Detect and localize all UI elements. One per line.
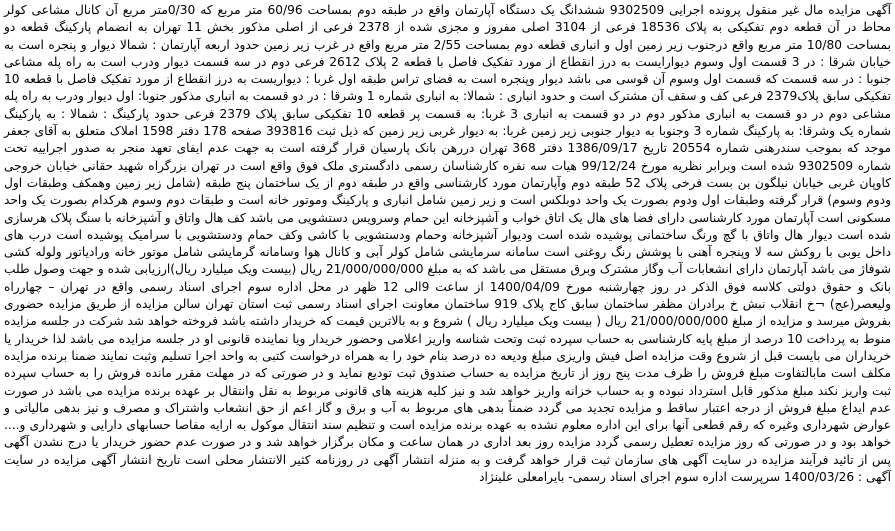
auction-notice-text: آگهی مزایده مال غیر منقول پرونده اجرایی 9302509 ششدانگ یک دستگاه آپارتمان واقع در طبقه دوم بمساحت 60/96 متر مربع که 0/30متر مربع آن کانال مشاعی کولر محاط در آن قطعه دوم تفکیکی به پلاک 18536 فرعی از 3104 اصلی مفروز و مجزی شده از 2378 فرعی از اصلی مذکور بخش 11 تهران به انضمام پارکینگ قطعه دو بمساحت 10/80 متر مربع واقع درجنوب زیر زمین اول و انباری قطعه دوم بمساحت 2/55 متر مربع واقع در غرب زیر زمین حدود اربعه آپارتمان : شمالا دیوار و پنجره است به خیابان شرقا : در 3 قسمت اول وسوم دیوارایست به درز انقطاع از مورد تفکیک فاصل با قطعه 2 پلاک 2612 فرعی دوم در سه قسمت دیوار ودرب است به راه پله مشاعی جنوبا : در سه قسمت که قسمت اول وسوم آن قوسی می باشد دیوار وپنجره است به فضای تراس طبقه اول غربا : دیواریست به درز انقطاع از مورد تفکیک فاصل با قطعه 10 تفکیکی سابق پلاک2379 فرعی کف و سقف آن مشترک است و حدود انباری : شمالا: به انباری شماره 1 وشرقا : در دو قسمت به انباری مذکور جنوبا: اول دیوار ودرب به راه پله مشاعی دوم در دو قسمت به انباری مذکور دوم در دو قسمت به انباری 3 غربا: به قسمت پر قطعه 10 تفکیکی سابق پلاک 2379 فرعی حدود پارکینگ : شمالا : به پارکینگ شماره یک وشرقا: به پارکینگ شماره 3 وجنوبا به دیوار جنوبی زیر زمین غربا: به دیوار غربی زیر زمین که ذیل ثبت 393816 صفحه 178 دفتر 1598 املاک متعلق به آقای جعفر موجد که بموجب سندرهنی شماره 20554 تاریخ 1386/09/17 دفتر 368 تهران دررهن بانک پارسیان قرار گرفته است به جهت عدم ایفای تعهد منجر به صدور اجراییه تحت شماره 9302509 شده است وبرابر نظریه مورخ 99/12/24 هیات سه نفره کارشناسان رسمی دادگستری ملک فوق واقع است در تهران بزرگراه شهید حقانی خیابان خروجی کاوپان غربی خیابان نیلگون بن بست فرخی پلاک 52 طبقه دوم وآپارتمان مورد کارشناسی واقع در طبقه دوم از یک ساختمان پنج طبقه (شامل زیر زمین وهمکف وطبقات اول ودوم وسوم) قرار گرفته وطبقات اول ودوم بصورت یک واحد دوبلکس است و زیر زمین شامل انباری و پارکینگ وموتور خانه است و طبقات دوم وسوم هرکدام بصورت یک واحد مسکونی است آپارتمان مورد کارشناسی دارای فضا های هال یک اتاق خواب و آشپزخانه این حمام وسرویس دستشویی می باشد کف هال واتاق و آشپزخانه با سنگ پلاک هرسازی شده است دیوار هال واتاق با گچ ورنگ ساختمانی پوشیده شده است ودیوار آشپزخانه وحمام ودستشویی با کاشی وکف حمام ودستشویی با سرامیک پوشیده است درب های داخل یوبی با روکش سه لا وپنجره آهنی با پوشش رنگ روغنی است سامانه سرمایشی شامل کولر آبی و کانال هوا وسامانه گرمایشی شامل موتور خانه ورادیاتور ولوله کشی شوفاژ می باشد آپارتمان دارای انشعابات آب وگاز مشترک وبرق مستقل می باشد که به مبلغ 21/000/000/000 ریال (بیست ویک میلیارد ریال)ارزیابی شده و جهت وصول طلب بانک و حقوق دولتی کلاسه فوق الذکر در روز چهارشنبه مورخ 1400/04/09 از ساعت 9الی 12 ظهر در محل اداره سوم اجرای اسناد رسمی واقع در تهران – چهارراه ولیعصر(عج) ¬خ انقلاب نبش خ برادران مظفر ساختمان سابق کاج پلاک 919 ساختمان معاونت اجرای اسناد رسمی ثبت استان تهران سالن مزایده از طریق مزایده حضوری بفروش میرسد و مزایده از مبلغ 21/000/000/000 ریال ( بیست ویک میلیارد ریال ) شروع و به بالاترین قیمت که خریدار داشته باشد فروخته خواهد شد شرکت در جلسه مزایده منوط به پرداخت 10 درصد از مبلغ پایه کارشناسی به حساب سپرده ثبت وتحت شناسه واریز اعلامی وحضور خریدار ویا نماینده قانونی او در جلسه مزایده می باشد لذا خریدار یا خریداران می بایست قبل از شروع وقت مزایده اصل فیش واریزی مبلغ ودیعه ده درصد بنام خود را به همراه درخواست کتبی به واحد اجرا تسلیم وثبت نمایند ضمنا برنده مزایده مکلف است مابالتفاوت مبلغ فروش را ظرف مدت پنج روز از تاریخ مزایده به حساب صندوق ثبت تودیع نماید و در صورتی که در مهلت مقرر مانده فروش را به حساب سپرده ثبت واریز نکند مبلغ مذکور قابل استرداد نبوده و به حساب خزانه واریز خواهد شد و نیز کلیه هزینه های قانونی مربوط به نقل وانتقال بر عهده برنده مزایده می باشد در صورت عدم ایداع مبلغ فروش از درجه اعتبار ساقط و مزایده تجدید می گردد ضمناً بدهی های مربوط به آب و برق و گاز اعم از حق انشعاب واشتراک و مصرف و نیز بدهی مالیاتی و عوارض شهرداری وغیره که رقم قطعی آنها برای این اداره معلوم نشده به عهده برنده مزایده است و تنظیم سند انتقال موکول به ارایه مفاصا حسابهای دارایی و شهرداری و.... خواهد بود و در صورتی که روز مزایده تعطیل رسمی گردد مزایده روز بعد اداری در همان ساعت و مکان برگزار خواهد شد و در صورت عدم حضور خریدار یا درج نشدن آگهی پس از تائید فرآیند مزایده در سایت آگهی های سازمان ثبت قرار خواهد گرفت و به منزله انتشار آگهی در روزنامه کثیر الانتشار محلی است تاریخ انتشار آگهی مزایده در سایت آگهی : 1400/03/26 سرپرست اداره سوم اجرای اسناد رسمی- بایرامعلی علینژاد: [4, 3, 892, 485]
